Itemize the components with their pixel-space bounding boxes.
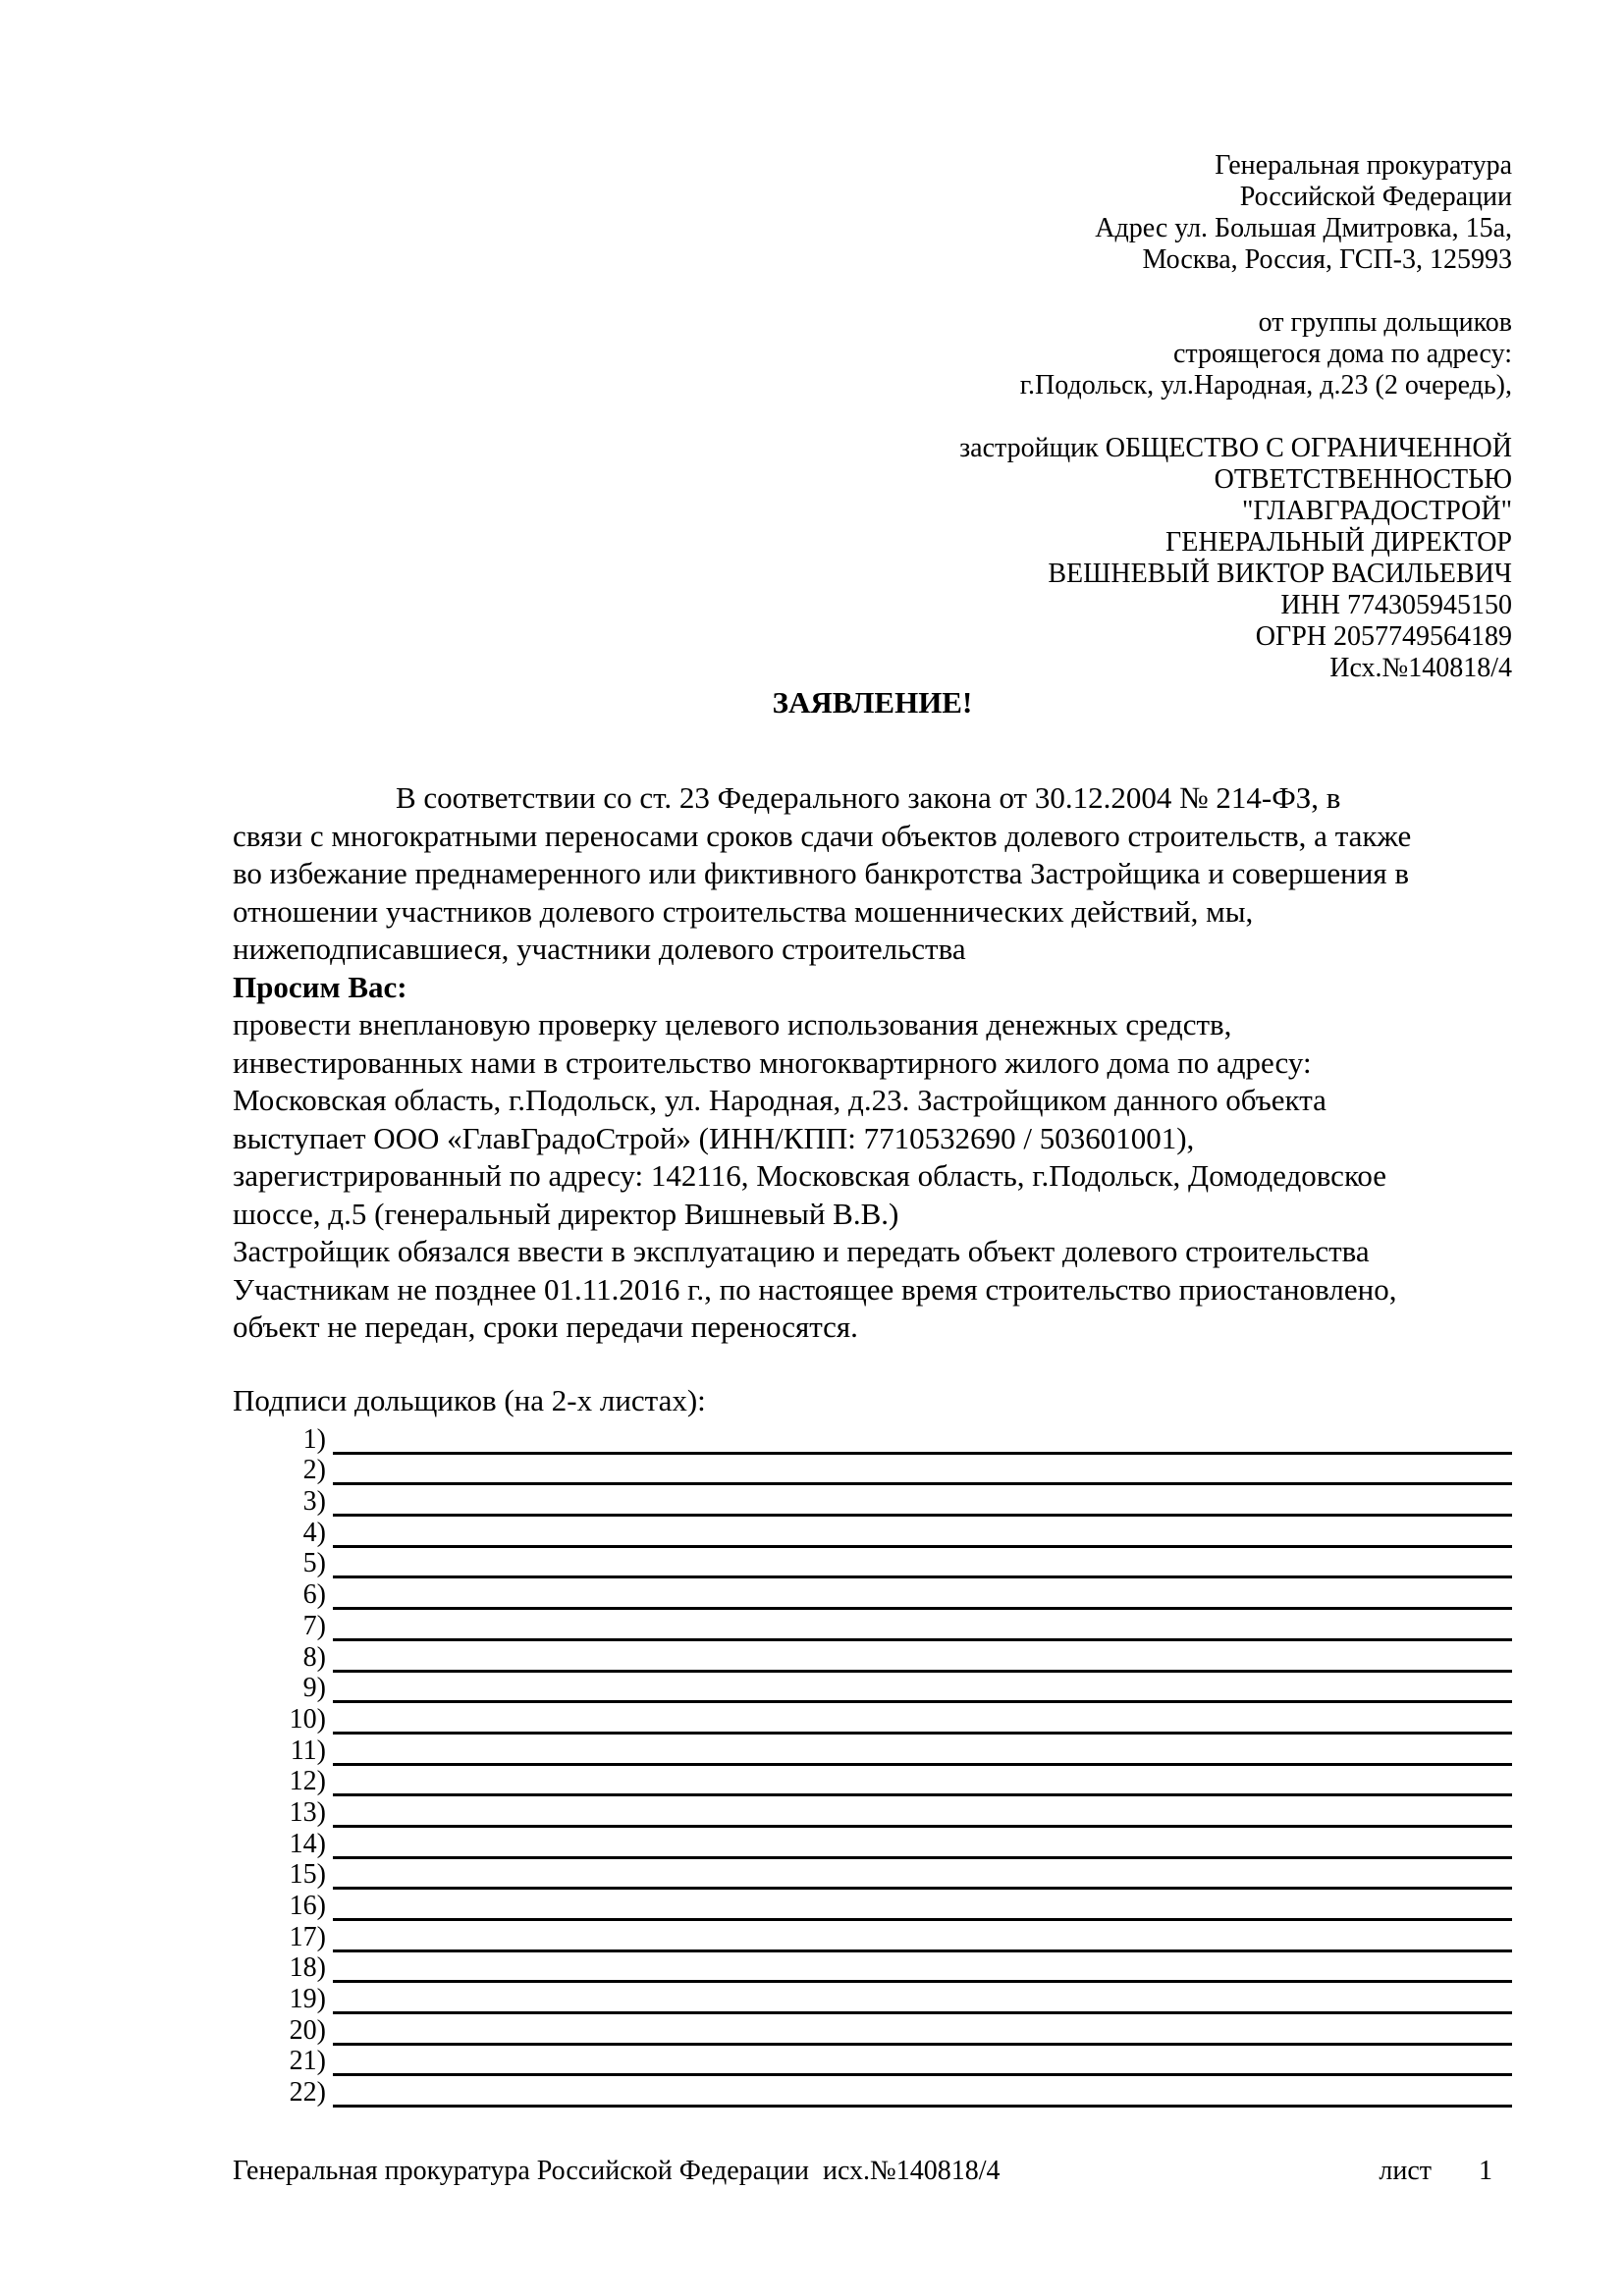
developer-info-line: "ГЛАВГРАДОСТРОЙ" bbox=[1241, 496, 1512, 526]
body-line: Просим Вас: bbox=[233, 969, 407, 1004]
signature-number: 5) bbox=[302, 1548, 326, 1579]
signature-row bbox=[233, 2046, 1512, 2077]
signature-row bbox=[233, 1890, 1512, 1921]
signature-blank-line bbox=[333, 1548, 1512, 1579]
body-line: инвестированных нами в строительство многоквартирного жилого дома по адресу: bbox=[233, 1044, 1312, 1080]
body-line: шоссе, д.5 (генеральный директор Вишневый В.В.) bbox=[233, 1196, 899, 1231]
body-line: Московская область, г.Подольск, ул. Народная, д.23. Застройщиком данного объекта bbox=[233, 1083, 1326, 1117]
signature-row bbox=[233, 2014, 1512, 2046]
signature-number: 7) bbox=[302, 1610, 326, 1641]
signature-number: 9) bbox=[302, 1673, 326, 1704]
signature-number: 15) bbox=[289, 1859, 326, 1891]
signature-number: 6) bbox=[302, 1579, 326, 1611]
signature-blank-line bbox=[333, 2076, 1512, 2108]
developer-info-line: Исх.№140818/4 bbox=[1329, 653, 1512, 683]
signature-row bbox=[233, 1983, 1512, 2014]
signature-row bbox=[233, 1703, 1512, 1735]
signature-blank-line bbox=[333, 1455, 1512, 1486]
developer-info-block bbox=[233, 433, 1512, 684]
signature-number: 1) bbox=[302, 1423, 326, 1455]
signature-blank-line bbox=[333, 1828, 1512, 1859]
signature-row bbox=[233, 1455, 1512, 1486]
developer-info-line: ВЕШНЕВЫЙ ВИКТОР ВАСИЛЬЕВИЧ bbox=[1048, 559, 1512, 589]
signature-blank-line bbox=[333, 1921, 1512, 1952]
signature-number: 12) bbox=[289, 1766, 326, 1797]
recipient-address-line: Москва, Россия, ГСП-3, 125993 bbox=[1142, 244, 1512, 275]
signature-number: 21) bbox=[289, 2046, 326, 2077]
signature-blank-line bbox=[333, 1517, 1512, 1548]
footer-page-indicator bbox=[1379, 2156, 1512, 2187]
signature-row bbox=[233, 1610, 1512, 1641]
body-line: В соответствии со ст. 23 Федерального закона от 30.12.2004 № 214-ФЗ, в bbox=[396, 780, 1341, 815]
body-line: зарегистрированный по адресу: 142116, Московская область, г.Подольск, Домодедовское bbox=[233, 1158, 1387, 1193]
recipient-address-block bbox=[233, 150, 1512, 276]
developer-info-line: ОТВЕТСТВЕННОСТЬЮ bbox=[1214, 464, 1512, 495]
signature-row bbox=[233, 1828, 1512, 1859]
signature-blank-line bbox=[333, 1578, 1512, 1610]
signature-number: 17) bbox=[289, 1921, 326, 1952]
signature-row bbox=[233, 1641, 1512, 1673]
signature-row bbox=[233, 1796, 1512, 1828]
recipient-address-line: Российской Федерации bbox=[1239, 182, 1512, 212]
signature-row bbox=[233, 1423, 1512, 1455]
body-line: отношении участников долевого строительства мошеннических действий, мы, bbox=[233, 893, 1254, 929]
signature-number: 11) bbox=[290, 1735, 326, 1766]
signature-number: 18) bbox=[289, 1952, 326, 1984]
body-line: провести внеплановую проверку целевого использования денежных средств, bbox=[233, 1007, 1232, 1041]
signature-row bbox=[233, 1766, 1512, 1797]
body-line: во избежание преднамеренного или фиктивного банкротства Застройщика и совершения в bbox=[233, 856, 1409, 890]
sender-block bbox=[233, 307, 1512, 401]
signature-row bbox=[233, 1673, 1512, 1704]
signature-number: 22) bbox=[289, 2077, 326, 2109]
signature-number: 16) bbox=[289, 1891, 326, 1921]
page-footer bbox=[233, 2156, 1512, 2187]
developer-info-line: ИНН 774305945150 bbox=[1280, 590, 1512, 620]
signature-row bbox=[233, 1952, 1512, 1984]
signature-blank-line bbox=[333, 1796, 1512, 1828]
signature-row bbox=[233, 1735, 1512, 1766]
sender-line: г.Подольск, ул.Народная, д.23 (2 очередь), bbox=[1019, 370, 1512, 400]
recipient-address-line: Генеральная прокуратура bbox=[1215, 150, 1512, 181]
signature-number: 3) bbox=[302, 1486, 326, 1518]
signature-row bbox=[233, 1517, 1512, 1548]
body-line: связи с многократными переносами сроков сдачи объектов долевого строительств, а также bbox=[233, 818, 1412, 853]
signature-blank-line bbox=[333, 2046, 1512, 2077]
footer-reference-text: Генеральная прокуратура Российской Федерации исх.№140818/4 bbox=[233, 2156, 1001, 2186]
signature-number: 4) bbox=[302, 1517, 326, 1548]
footer-sheet-label: лист bbox=[1379, 2156, 1432, 2186]
signature-row bbox=[233, 1548, 1512, 1579]
body-text bbox=[233, 779, 1512, 1347]
document-title: ЗАЯВЛЕНИЕ! bbox=[772, 685, 973, 720]
letter-header bbox=[233, 150, 1512, 684]
recipient-address-line: Адрес ул. Большая Дмитровка, 15а, bbox=[1095, 213, 1512, 243]
signature-row bbox=[233, 1485, 1512, 1517]
developer-info-line: ОГРН 2057749564189 bbox=[1255, 621, 1512, 652]
signature-row bbox=[233, 1578, 1512, 1610]
signatures-heading: Подписи дольщиков (на 2-х листах): bbox=[233, 1382, 706, 1417]
signature-blank-line bbox=[333, 2014, 1512, 2046]
body-line: выступает ООО «ГлавГрадоСтрой» (ИНН/КПП: 7710532690 / 503601001), bbox=[233, 1120, 1195, 1155]
signature-number: 8) bbox=[302, 1641, 326, 1673]
signature-blank-line bbox=[333, 1766, 1512, 1797]
signature-blank-line bbox=[333, 1859, 1512, 1891]
signature-blank-line bbox=[333, 1983, 1512, 2014]
body-line: нижеподписавшиеся, участники долевого строительства bbox=[233, 932, 966, 966]
signature-blank-line bbox=[333, 1735, 1512, 1766]
body-line: объект не передан, сроки передачи переносятся. bbox=[233, 1309, 858, 1344]
signature-blank-line bbox=[333, 1952, 1512, 1984]
signature-blank-line bbox=[333, 1890, 1512, 1921]
sender-line: строящегося дома по адресу: bbox=[1172, 339, 1512, 369]
signature-row bbox=[233, 1859, 1512, 1891]
signature-number: 14) bbox=[289, 1828, 326, 1859]
signature-row bbox=[233, 1921, 1512, 1952]
signature-row bbox=[233, 2076, 1512, 2108]
developer-info-line: застройщик ОБЩЕСТВО С ОГРАНИЧЕННОЙ bbox=[959, 433, 1512, 463]
signature-blank-line bbox=[333, 1610, 1512, 1641]
signature-number: 13) bbox=[289, 1796, 326, 1828]
signature-number: 10) bbox=[289, 1703, 326, 1735]
signature-number: 2) bbox=[302, 1455, 326, 1486]
body-line: Участникам не позднее 01.11.2016 г., по настоящее время строительство приостановлено, bbox=[233, 1271, 1397, 1307]
signatures-list bbox=[233, 1423, 1512, 2108]
signature-blank-line bbox=[333, 1485, 1512, 1517]
signature-number: 19) bbox=[289, 1984, 326, 2015]
signature-blank-line bbox=[333, 1673, 1512, 1704]
sender-line: от группы дольщиков bbox=[1258, 307, 1512, 338]
signature-number: 20) bbox=[289, 2014, 326, 2046]
developer-info-line: ГЕНЕРАЛЬНЫЙ ДИРЕКТОР bbox=[1165, 527, 1512, 558]
signature-blank-line bbox=[333, 1423, 1512, 1455]
body-line: Застройщик обязался ввести в эксплуатацию и передать объект долевого строительства bbox=[233, 1234, 1370, 1268]
footer-page-number: 1 bbox=[1479, 2156, 1492, 2186]
signature-blank-line bbox=[333, 1703, 1512, 1735]
signature-blank-line bbox=[333, 1641, 1512, 1673]
